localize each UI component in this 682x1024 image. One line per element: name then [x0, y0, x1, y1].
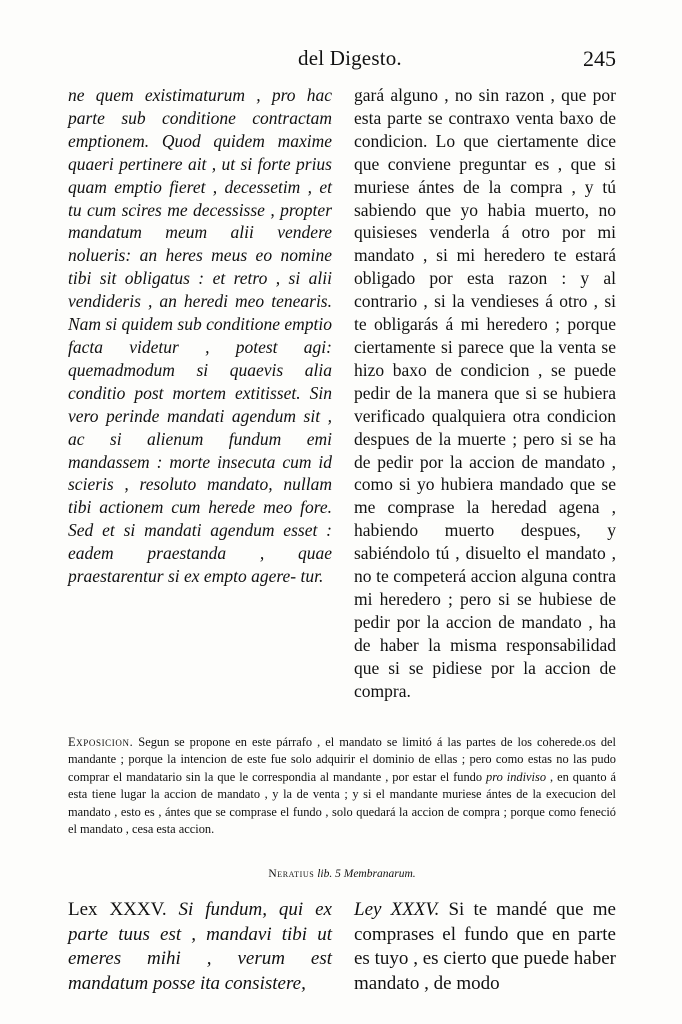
running-title: del Digesto.	[298, 46, 402, 70]
source-work: lib. 5 Membranarum.	[314, 868, 416, 880]
running-header	[68, 46, 616, 78]
lex-spanish-text: Si te mandé que me comprases el fundo que en parte es tuyo , es cierto que puede haber mandato , de modo	[354, 899, 616, 994]
exposition-note	[68, 734, 616, 838]
lex-spanish-block	[354, 898, 616, 996]
exposition-text-part-2: , en quanto á esta tiene lugar la accion de mandato , y la de venta ; y si el mandante muriese ántes de la execucion del mandato , esto es , ántes que se comprase el fundo , solo quedará la accion de compra ; porque como feneció el mandato , cesa esta accion.	[68, 769, 616, 837]
exposition-text-part-1: Segun se propone en este párrafo , el mandato se limitó á las partes de los coherede.os del mandante ; porque la intencion de este fue solo adquirir el dominio de ellas ; pero como estas no las pudo comprar el mandatario sin la que le correspondia al mandante , por estar el fundo	[68, 735, 616, 784]
lex-latin-text: Si fundum, qui ex parte tuus est , mandavi tibi ut emeres mihi , verum est mandatum posse ita consistere,	[68, 899, 332, 994]
lex-latin-heading: Lex XXXV.	[68, 899, 167, 920]
latin-column: ne quem existimaturum , pro hac parte sub conditione contractam emptionem. Quod quidem maxime quaeri pertinere ait , ut si forte prius quam emptio fieret , decessetim , et tu cum scires me decessisse , propter mandatum meum alii vendere nolueris: an heres meus eo nomine tibi sit obligatus : et retro , si alii vendideris , an heredi meo tenearis. Nam si quidem sub conditione emptio facta videtur , potest agi: quemadmodum si quaevis alia conditio post mortem extitisset. Sin vero perinde mandati agendum sit , ac si alienum fundum emi mandassem : morte insecuta cum id scieris , resoluto mandato, nullam tibi actionem cum herede meo fore. Sed et si mandati agendum esset : eadem praestanda , quae praestarentur si ex empto agere- tur.	[68, 85, 332, 587]
page-number: 245	[583, 46, 616, 71]
lex-spanish-heading: Ley XXXV.	[354, 899, 440, 920]
source-citation	[68, 868, 616, 880]
exposition-label: Exposicion.	[68, 735, 134, 749]
spanish-column: gará alguno , no sin razon , que por esta parte se contraxo venta baxo de condicion. Lo que ciertamente dice que conviene preguntar es , que si muriese ántes de la compra , y tú sabiendo que yo habia muerto, no quisieses venderla á otro por mi mandato , si mi heredero te estará obligado por esta razon : y al contrario , si la vendieses á otro , si te obligarás á mi heredero ; porque ciertamente si parece que la venta se hizo baxo de condicion , se puede pedir de la manera que si se hubiera verificado qualquiera otra condicion despues de la muerte ; pero si se ha de pedir por la accion de mandato , como si yo hubiera mandado que se me comprase la heredad agena , habiendo muerto despues, y sabiéndolo tú , disuelto el mandato , no te competerá accion alguna contra mi heredero ; pero si se hubiese de pedir por la accion de mandato , ha de haber la misma responsabilidad que si se pidiese por la accion de compra.	[354, 85, 616, 701]
lex-latin-block	[68, 898, 332, 996]
exposition-emphasis: pro indiviso	[486, 769, 547, 784]
source-author: Neratius	[268, 868, 315, 880]
